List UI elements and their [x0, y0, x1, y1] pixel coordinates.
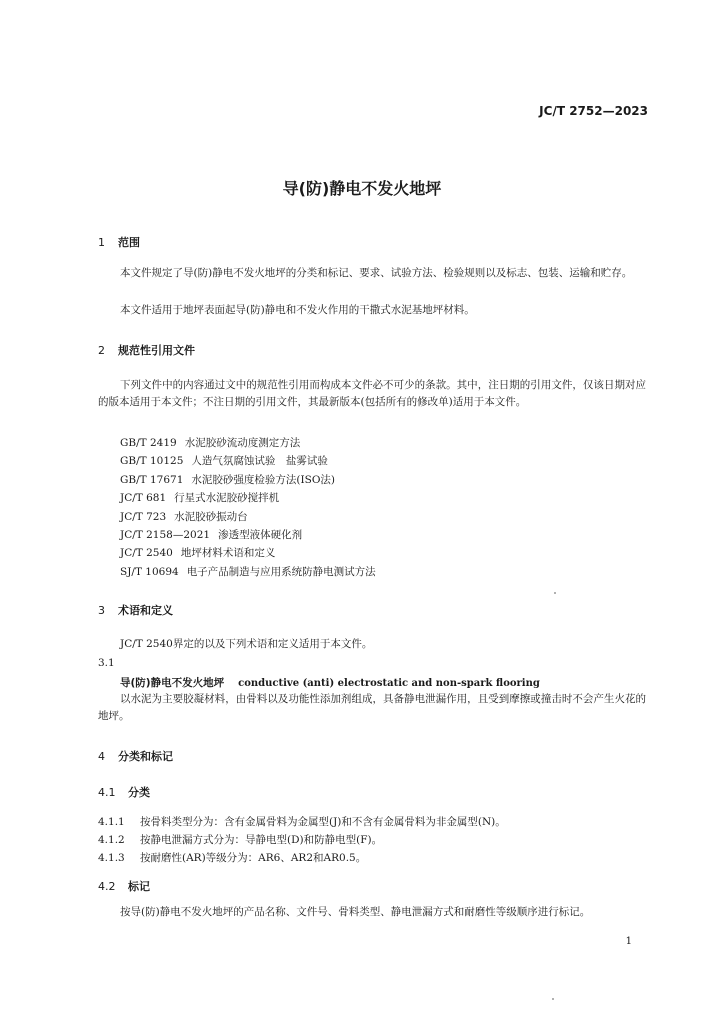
- reference-code: JC/T 2540: [120, 547, 173, 560]
- reference-title: 水泥胶砂振动台: [174, 510, 248, 523]
- subsection-title: 标记: [128, 880, 150, 893]
- clause-4-1-1: [98, 814, 506, 829]
- page-number: 1: [625, 936, 632, 947]
- section-3-heading: [98, 602, 173, 618]
- scan-speck: [552, 998, 554, 1000]
- clause-number: 4.1.3: [98, 852, 125, 864]
- section-number: 3: [98, 604, 105, 617]
- section-1-heading: [98, 234, 140, 250]
- reference-title: 渗透型液体硬化剂: [218, 528, 303, 541]
- list-item: [120, 471, 376, 489]
- section-title: 术语和定义: [118, 604, 173, 617]
- list-item: [120, 434, 376, 452]
- scan-speck: [554, 592, 556, 594]
- section-number: 4: [98, 750, 105, 763]
- section-title: 规范性引用文件: [118, 344, 195, 357]
- reference-code: GB/T 10125: [120, 455, 184, 468]
- section-3-intro: JC/T 2540界定的以及下列术语和定义适用于本文件。: [120, 638, 373, 650]
- standard-code: JC/T 2752—2023: [539, 104, 648, 118]
- term-entry: [120, 675, 540, 690]
- subsection-title: 分类: [128, 786, 150, 799]
- section-number: 1: [98, 236, 105, 249]
- clause-number: 4.1.2: [98, 834, 125, 846]
- reference-code: GB/T 17671: [120, 473, 184, 486]
- list-item: [120, 563, 376, 581]
- reference-title: 电子产品制造与应用系统防静电测试方法: [186, 565, 376, 578]
- subsection-4-1-heading: [98, 784, 150, 800]
- section-1-paragraph-2: 本文件适用于地坪表面起导(防)静电和不发火作用的干撒式水泥基地坪材料。: [120, 304, 475, 316]
- term-chinese: 导(防)静电不发火地坪: [120, 677, 225, 689]
- reference-title: 地坪材料术语和定义: [180, 547, 276, 560]
- reference-title: 人造气氛腐蚀试验 盐雾试验: [191, 455, 328, 468]
- section-2-intro: 下列文件中的内容通过文中的规范性引用而构成本文件必不可少的条款。其中，注日期的引用文件，仅该日期对应的版本适用于本文件；不注日期的引用文件，其最新版本(包括所有的修改单)适用于本文件。: [98, 379, 646, 408]
- list-item: [120, 508, 376, 526]
- clause-text: 按耐磨性(AR)等级分为：AR6、AR2和AR0.5。: [140, 852, 367, 864]
- reference-title: 水泥胶砂流动度测定方法: [184, 437, 301, 449]
- clause-text: 按静电泄漏方式分为：导静电型(D)和防静电型(F)。: [140, 834, 383, 846]
- section-2-heading: [98, 342, 195, 358]
- list-item: [120, 452, 376, 470]
- reference-title: 水泥胶砂强度检验方法(ISO法): [191, 473, 336, 486]
- term-english: conductive (anti) electrostatic and non-spark flooring: [238, 678, 540, 689]
- reference-code: JC/T 2158—2021: [120, 528, 211, 541]
- list-item: [120, 526, 376, 544]
- clause-4-1-3: [98, 850, 366, 865]
- term-number: 3.1: [98, 657, 115, 669]
- section-1-paragraph-1: 本文件规定了导(防)静电不发火地坪的分类和标记、要求、试验方法、检验规则以及标志、包装、运输和贮存。: [120, 267, 633, 279]
- clause-text: 按骨料类型分为：含有金属骨料为金属型(J)和不含有金属骨料为非金属型(N)。: [140, 816, 506, 828]
- list-item: [120, 544, 376, 562]
- document-title: 导(防)静电不发火地坪: [282, 179, 442, 198]
- section-title: 分类和标记: [118, 750, 173, 763]
- reference-code: SJ/T 10694: [120, 565, 179, 578]
- subsection-number: 4.1: [98, 786, 116, 799]
- term-definition: 以水泥为主要胶凝材料，由骨料以及功能性添加剂组成，具备静电泄漏作用，且受到摩擦或撞击时不会产生火花的地坪。: [98, 693, 646, 722]
- reference-code: JC/T 723: [120, 510, 167, 523]
- reference-title: 行星式水泥胶砂搅拌机: [174, 492, 280, 505]
- list-item: [120, 489, 376, 507]
- subsection-4-2-text: 按导(防)静电不发火地坪的产品名称、文件号、骨料类型、静电泄漏方式和耐磨性等级顺序进行标记。: [120, 906, 591, 918]
- clause-4-1-2: [98, 832, 382, 847]
- reference-code: GB/T 2419: [120, 437, 177, 449]
- section-4-heading: [98, 748, 173, 764]
- clause-number: 4.1.1: [98, 816, 125, 828]
- section-number: 2: [98, 344, 105, 357]
- subsection-4-2-heading: [98, 878, 150, 894]
- normative-references-list: [120, 434, 376, 581]
- subsection-number: 4.2: [98, 880, 116, 893]
- section-title: 范围: [118, 236, 140, 249]
- reference-code: JC/T 681: [120, 492, 167, 505]
